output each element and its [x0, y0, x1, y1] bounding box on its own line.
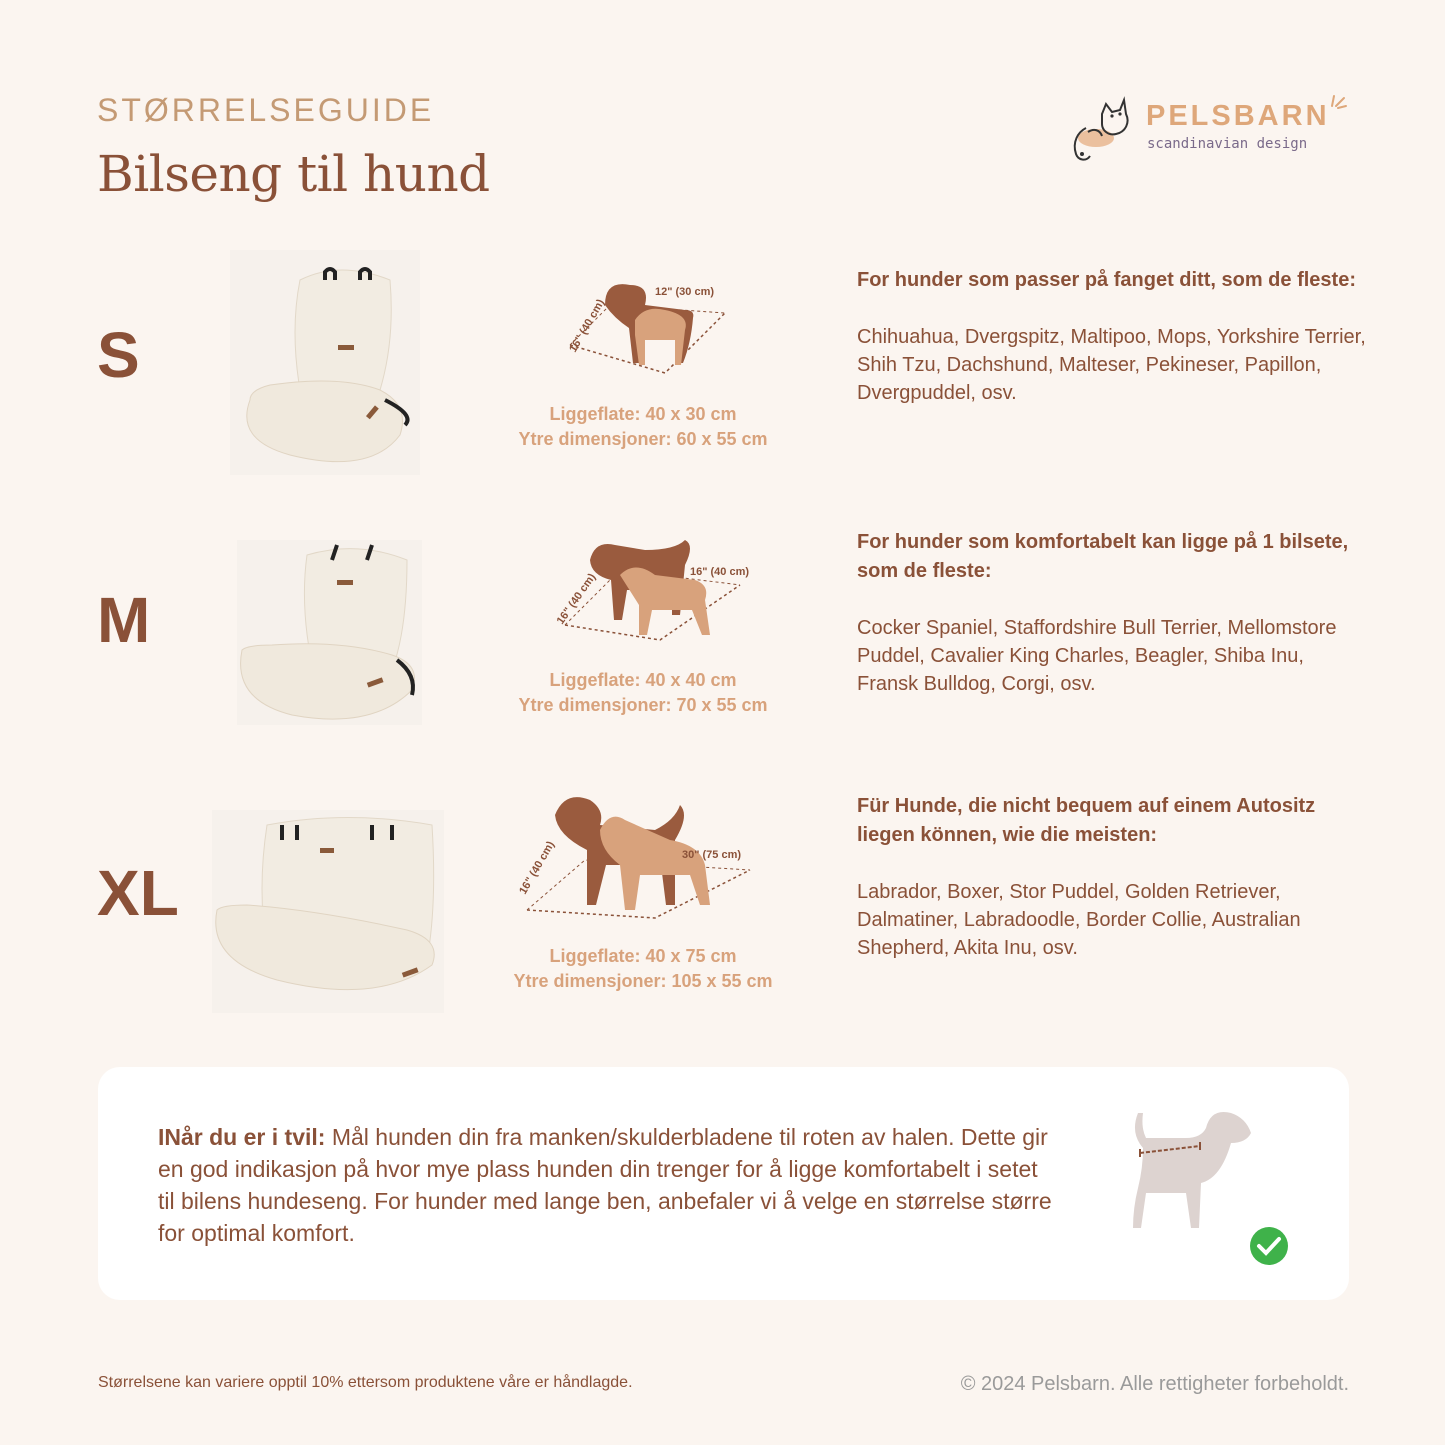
dims-s — [463, 402, 823, 452]
measuring-tip-card — [98, 1067, 1349, 1300]
dog-dimension-diagram-m — [550, 525, 760, 650]
length-label-s: 12" (30 cm) — [655, 286, 715, 298]
size-row-s — [0, 250, 1445, 480]
dog-dimension-diagram-s — [555, 265, 735, 380]
tip-lead: INår du er i tvil: — [158, 1124, 326, 1150]
outer-dimensions-xl: Ytre dimensjoner: 105 x 55 cm — [513, 971, 773, 991]
breed-description-s — [857, 266, 1367, 407]
copyright: © 2024 Pelsbarn. Alle rettigheter forbeholdt. — [960, 1373, 1349, 1395]
dims-m — [463, 668, 823, 718]
page-title: Bilseng til hund — [97, 145, 490, 203]
breed-list-m: Cocker Spaniel, Staffordshire Bull Terrier, Mellomstore Puddel, Cavalier King Charles, Beagler, Shiba Inu, Fransk Bulldog, Corgi, osv. — [857, 617, 1337, 695]
breed-description-xl — [857, 792, 1367, 962]
page-eyebrow: STØRRELSEGUIDE — [97, 92, 435, 128]
car-seat-bed-m-image — [237, 540, 422, 725]
sparkle-icon — [1328, 92, 1348, 112]
breed-heading-s: For hunder som passer på fanget ditt, som de fleste: — [857, 269, 1356, 291]
breed-description-m — [857, 528, 1367, 698]
lying-surface-m: Liggeflate: 40 x 40 cm — [549, 670, 737, 690]
car-seat-bed-s-image — [230, 250, 420, 475]
dog-dimension-diagram-xl — [515, 790, 760, 925]
size-label-xl: XL — [97, 857, 179, 929]
logo-tagline: scandinavian design — [1147, 136, 1308, 152]
logo-wordmark: PELSBARN — [1146, 100, 1330, 132]
size-label-m: M — [97, 584, 151, 656]
tip-body: Mål hunden din fra manken/skulderbladene til roten av halen. Dette gir en god indikasjon på hvor mye plass hunden din trenger for å ligge komfortabelt i setet til bilens hundeseng. For hunder med lange ben, anbefaler vi å velge en størrelse større for optimal komfort. — [158, 1124, 1052, 1246]
handmade-note: Størrelsene kan variere opptil 10% ettersom produktene våre er håndlagde. — [98, 1374, 633, 1391]
measuring-tip-text — [158, 1121, 1058, 1249]
car-seat-bed-xl-image — [212, 810, 444, 1013]
length-label-xl: 30" (75 cm) — [682, 849, 742, 861]
lying-surface-s: Liggeflate: 40 x 30 cm — [549, 404, 737, 424]
brand-logo — [1066, 92, 1356, 172]
depth-label-s: 16" (40 cm) — [567, 297, 608, 355]
outer-dimensions-m: Ytre dimensjoner: 70 x 55 cm — [518, 695, 768, 715]
size-row-m — [0, 525, 1445, 755]
dog-measurement-icon — [1108, 1103, 1308, 1273]
size-row-xl — [0, 790, 1445, 1020]
lying-surface-xl: Liggeflate: 40 x 75 cm — [549, 946, 737, 966]
length-label-m: 16" (40 cm) — [690, 566, 750, 578]
breed-heading-xl: Für Hunde, die nicht bequem auf einem Autositz liegen können, wie die meisten: — [857, 795, 1316, 846]
cat-dog-logo-icon — [1066, 92, 1146, 172]
depth-label-xl: 16" (40 cm) — [517, 839, 558, 897]
outer-dimensions-s: Ytre dimensjoner: 60 x 55 cm — [518, 429, 768, 449]
breed-list-s: Chihuahua, Dvergspitz, Maltipoo, Mops, Yorkshire Terrier, Shih Tzu, Dachshund, Malteser, Pekineser, Papillon, Dvergpuddel, osv. — [857, 326, 1366, 404]
size-label-s: S — [97, 319, 140, 391]
breed-list-xl: Labrador, Boxer, Stor Puddel, Golden Retriever, Dalmatiner, Labradoodle, Border Collie, Australian Shepherd, Akita Inu, osv. — [857, 881, 1301, 959]
depth-label-m: 16" (40 cm) — [554, 571, 599, 627]
breed-heading-m: For hunder som komfortabelt kan ligge på 1 bilsete, som de fleste: — [857, 531, 1349, 582]
dims-xl — [463, 944, 823, 994]
